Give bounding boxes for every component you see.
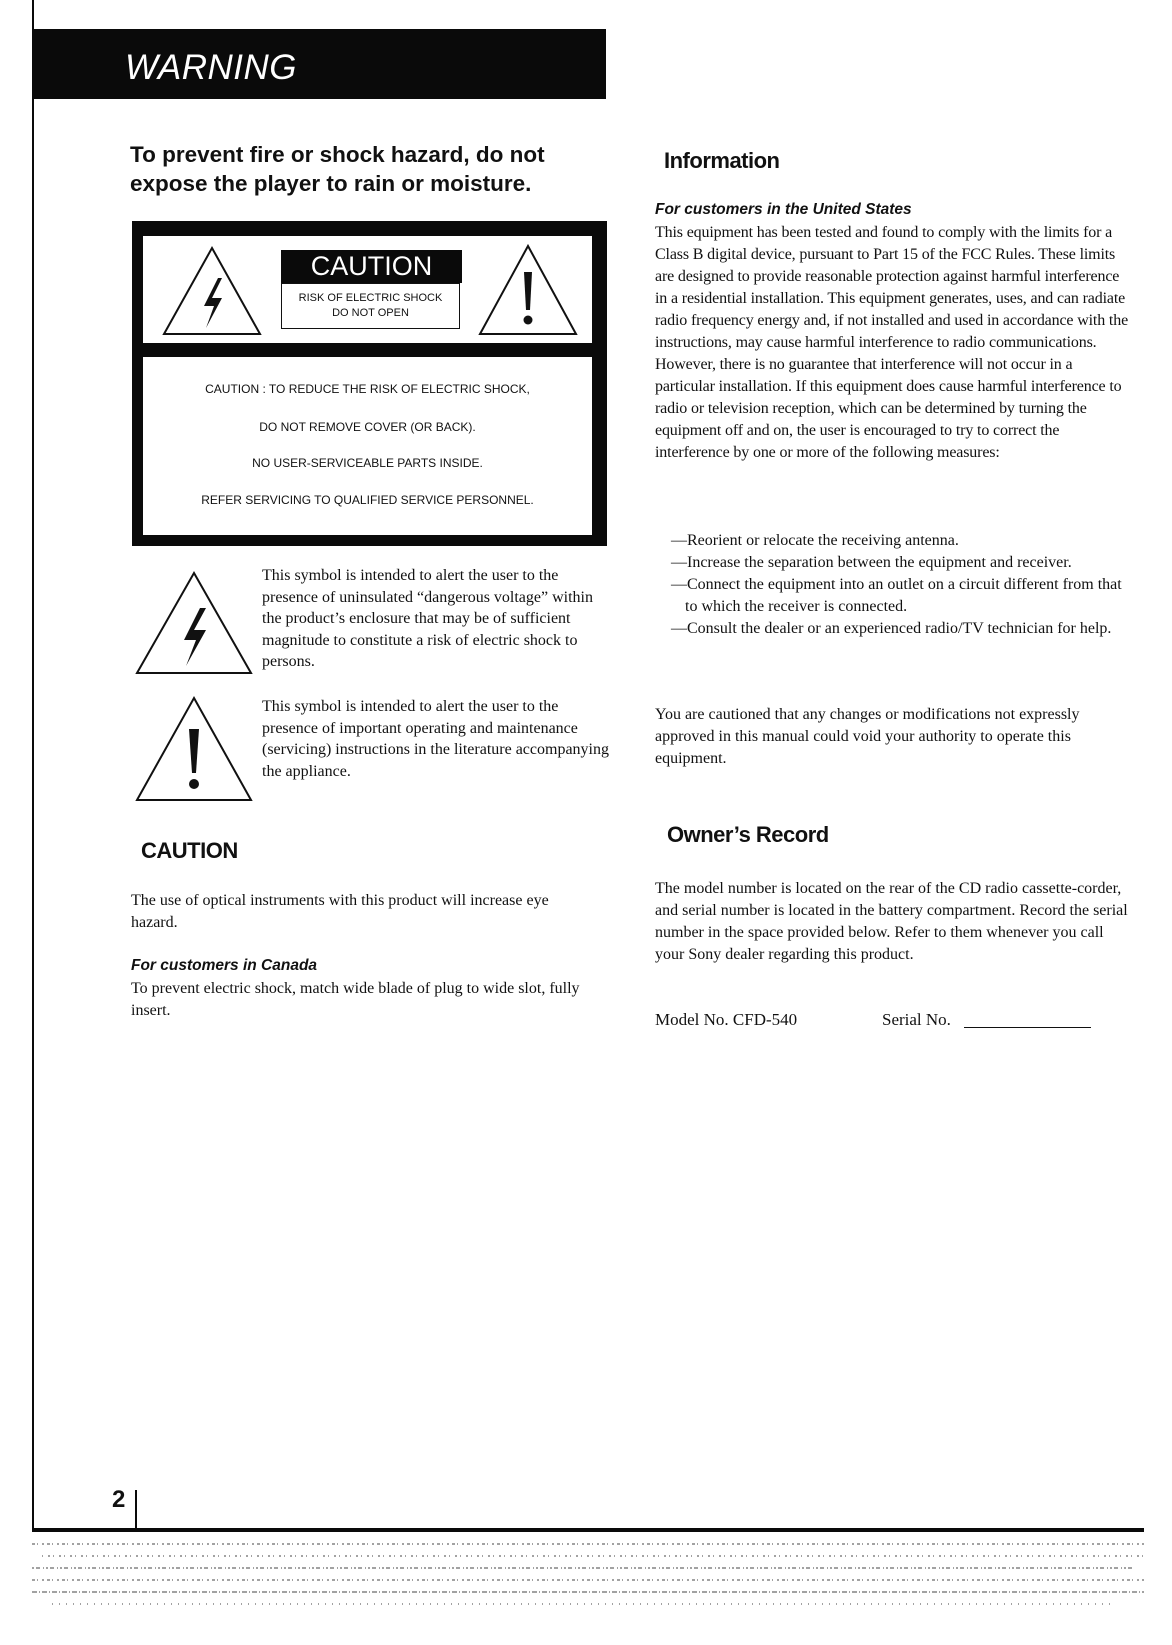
scan-noise-strip <box>32 1538 1144 1618</box>
banner-title: WARNING <box>125 48 298 87</box>
caution-box-line3: NO USER-SERVICEABLE PARTS INSIDE. <box>252 456 483 470</box>
lightning-symbol-text: This symbol is intended to alert the user to the presence of uninsulated “dangerous voltage” within the product’s enclosure that may be of sufficient magnitude to constitute a risk of electric shock to persons. <box>262 567 593 670</box>
measure-item: —Increase the separation between the equipment and receiver. <box>671 554 1072 571</box>
exclamation-symbol-icon <box>134 695 254 803</box>
us-customers-heading: For customers in the United States <box>655 201 912 218</box>
caution-section-text: The use of optical instruments with this product will increase eye hazard. <box>131 892 549 931</box>
measures-list <box>655 530 1135 640</box>
us-customers-text: This equipment has been tested and found to comply with the limits for a Class B digital device, pursuant to Part 15 of the FCC Rules. These limits are designed to provide reasonable protection against harmful interference in a residential installation. This equipment generates, uses, and can radiate radio frequency energy and, if not installed and used in accordance with the instructions, may cause harmful interference to radio communications. However, there is no guarantee that interference will not occur in a particular installation. If this equipment does cause harmful interference to radio or television reception, which can be determined by turning the equipment off and on, the user is encouraged to try to correct the interference by one or more of the following measures: <box>655 224 1129 461</box>
page-bottom-rule <box>32 1528 1144 1532</box>
caution-sub-line2: DO NOT OPEN <box>332 307 409 319</box>
page-number-divider <box>135 1490 137 1530</box>
owners-record-heading: Owner’s Record <box>667 822 829 847</box>
measure-item: —Connect the equipment into an outlet on a circuit different from that to which the receiver is connected. <box>671 576 1122 615</box>
caution-box-line4: REFER SERVICING TO QUALIFIED SERVICE PERSONNEL. <box>201 493 534 507</box>
caution-box-line1: CAUTION : TO REDUCE THE RISK OF ELECTRIC SHOCK, <box>205 382 530 396</box>
caution-sub-line1: RISK OF ELECTRIC SHOCK <box>298 292 443 304</box>
canada-text: To prevent electric shock, match wide blade of plug to wide slot, fully insert. <box>131 980 580 1019</box>
lightning-warning-icon <box>160 244 264 338</box>
canada-heading: For customers in Canada <box>131 957 318 974</box>
owners-record-text: The model number is located on the rear of the CD radio cassette-corder, and serial number is located in the battery compartment. Record the serial number in the space provided below. Refer to them whenever you call your Sony dealer regarding this product. <box>655 880 1128 963</box>
lightning-symbol-icon <box>134 570 254 676</box>
model-number: Model No. CFD-540 <box>655 1010 798 1029</box>
page-left-rule <box>32 0 34 1532</box>
warning-heading: To prevent fire or shock hazard, do not expose the player to rain or moisture. <box>130 142 545 196</box>
information-heading: Information <box>664 148 780 173</box>
caution-section-heading: CAUTION <box>141 838 238 863</box>
caution-sublabel <box>281 283 460 329</box>
measure-item: —Consult the dealer or an experienced radio/TV technician for help. <box>671 620 1112 637</box>
exclamation-warning-icon <box>476 242 580 338</box>
warning-banner <box>32 29 606 99</box>
serial-number-label: Serial No. <box>882 1010 951 1029</box>
measure-item: —Reorient or relocate the receiving antenna. <box>671 532 959 549</box>
exclamation-symbol-text: This symbol is intended to alert the user to the presence of important operating and maintenance (servicing) instructions in the literature accompanying the appliance. <box>262 698 609 780</box>
caution-label: CAUTION <box>281 250 462 283</box>
serial-number-blank-line <box>964 1027 1091 1028</box>
page-number: 2 <box>112 1486 126 1513</box>
modification-caution-text: You are cautioned that any changes or modifications not expressly approved in this manual could void your authority to operate this equipment. <box>655 706 1080 767</box>
caution-box-line2: DO NOT REMOVE COVER (OR BACK). <box>259 420 476 434</box>
